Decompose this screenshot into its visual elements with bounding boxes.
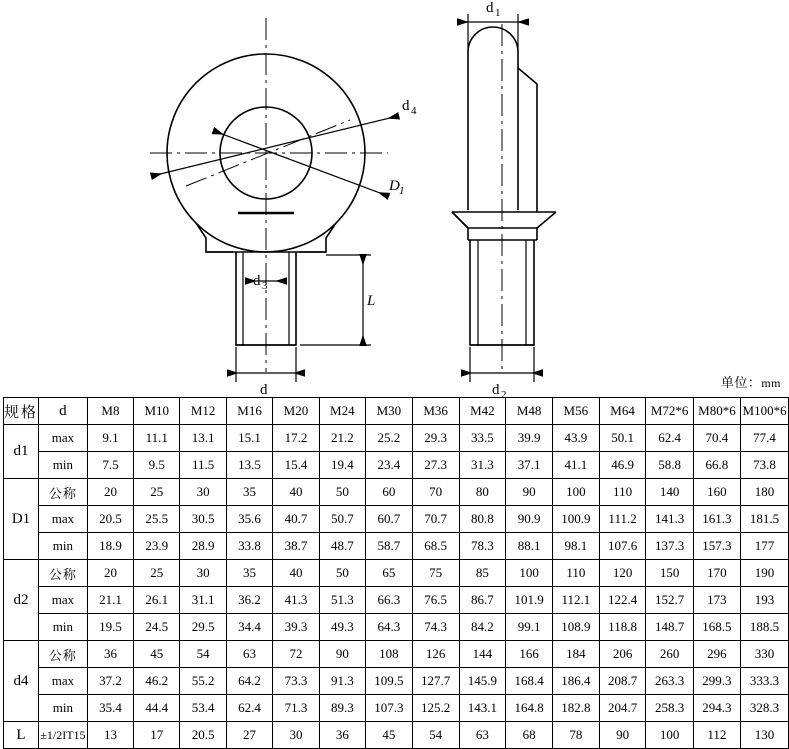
header-col-12: M72*6 xyxy=(646,398,693,425)
cell-d4-nom-8: 144 xyxy=(459,641,506,668)
cell-d4-max-1: 46.2 xyxy=(134,668,180,695)
cell-d4-min-9: 164.8 xyxy=(506,695,553,722)
svg-text:1: 1 xyxy=(399,185,405,197)
cell-d2-min-9: 99.1 xyxy=(506,614,553,641)
header-col-1: M10 xyxy=(134,398,180,425)
label-L: L xyxy=(367,293,376,309)
cell-d4-nom-4: 72 xyxy=(273,641,319,668)
cell-L-2: 20.5 xyxy=(180,722,226,749)
cell-d4-max-12: 263.3 xyxy=(646,668,693,695)
cell-D1-nom-2: 30 xyxy=(180,479,226,506)
cell-d4-min-2: 53.4 xyxy=(180,695,226,722)
cell-d1-min-8: 31.3 xyxy=(459,452,506,479)
cell-D1-max-9: 90.9 xyxy=(506,506,553,533)
cell-L-10: 78 xyxy=(552,722,599,749)
cell-d4-min-5: 89.3 xyxy=(319,695,365,722)
cell-d2-nom-13: 170 xyxy=(693,560,740,587)
group-label-d4: d4 xyxy=(4,641,39,722)
cell-D1-max-5: 50.7 xyxy=(319,506,365,533)
cell-d4-min-14: 328.3 xyxy=(741,695,789,722)
cell-d4-max-5: 91.3 xyxy=(319,668,365,695)
cell-d1-min-11: 46.9 xyxy=(599,452,646,479)
cell-d2-max-11: 122.4 xyxy=(599,587,646,614)
cell-d2-min-3: 34.4 xyxy=(226,614,272,641)
cell-d2-min-8: 84.2 xyxy=(459,614,506,641)
cell-d1-max-4: 17.2 xyxy=(273,425,319,452)
cell-D1-min-2: 28.9 xyxy=(180,533,226,560)
cell-d2-max-6: 66.3 xyxy=(366,587,413,614)
row-label-d1-min: min xyxy=(39,452,88,479)
table-row xyxy=(4,533,789,560)
cell-d1-max-2: 13.1 xyxy=(180,425,226,452)
row-label-d4-nominal: 公称 xyxy=(39,641,88,668)
cell-d4-max-13: 299.3 xyxy=(693,668,740,695)
group-label-d2: d2 xyxy=(4,560,39,641)
cell-D1-min-14: 177 xyxy=(741,533,789,560)
label-d2-bottom: d xyxy=(492,382,500,398)
cell-d1-max-12: 62.4 xyxy=(646,425,693,452)
cell-D1-nom-11: 110 xyxy=(599,479,646,506)
header-col-8: M42 xyxy=(459,398,506,425)
cell-d2-min-2: 29.5 xyxy=(180,614,226,641)
cell-D1-max-3: 35.6 xyxy=(226,506,272,533)
cell-d4-min-3: 62.4 xyxy=(226,695,272,722)
cell-d1-min-4: 15.4 xyxy=(273,452,319,479)
cell-D1-min-8: 78.3 xyxy=(459,533,506,560)
cell-d4-min-11: 204.7 xyxy=(599,695,646,722)
cell-d1-max-5: 21.2 xyxy=(319,425,365,452)
cell-D1-max-7: 70.7 xyxy=(412,506,459,533)
cell-d2-max-5: 51.3 xyxy=(319,587,365,614)
cell-D1-min-3: 33.8 xyxy=(226,533,272,560)
table-row xyxy=(4,668,789,695)
cell-D1-nom-10: 100 xyxy=(552,479,599,506)
table-row xyxy=(4,452,789,479)
cell-d4-max-2: 55.2 xyxy=(180,668,226,695)
cell-L-11: 90 xyxy=(599,722,646,749)
header-spec: 规格 xyxy=(4,398,39,425)
cell-D1-nom-1: 25 xyxy=(134,479,180,506)
cell-d1-min-13: 66.8 xyxy=(693,452,740,479)
group-label-D1: D1 xyxy=(4,479,39,560)
cell-d2-min-7: 74.3 xyxy=(412,614,459,641)
cell-d4-max-9: 168.4 xyxy=(506,668,553,695)
cell-d2-nom-1: 25 xyxy=(134,560,180,587)
cell-d1-max-11: 50.1 xyxy=(599,425,646,452)
specification-table xyxy=(3,397,789,749)
cell-d2-max-4: 41.3 xyxy=(273,587,319,614)
cell-d2-nom-12: 150 xyxy=(646,560,693,587)
cell-D1-nom-0: 20 xyxy=(87,479,133,506)
group-label-L: L xyxy=(4,722,39,749)
header-col-4: M20 xyxy=(273,398,319,425)
cell-d2-max-14: 193 xyxy=(741,587,789,614)
cell-D1-min-10: 98.1 xyxy=(552,533,599,560)
header-col-11: M64 xyxy=(599,398,646,425)
cell-d2-nom-5: 50 xyxy=(319,560,365,587)
cell-d2-min-13: 168.5 xyxy=(693,614,740,641)
cell-d2-min-1: 24.5 xyxy=(134,614,180,641)
cell-d4-max-6: 109.5 xyxy=(366,668,413,695)
header-col-9: M48 xyxy=(506,398,553,425)
cell-D1-nom-13: 160 xyxy=(693,479,740,506)
cell-d4-nom-3: 63 xyxy=(226,641,272,668)
cell-D1-max-12: 141.3 xyxy=(646,506,693,533)
cell-d2-min-11: 118.8 xyxy=(599,614,646,641)
header-col-5: M24 xyxy=(319,398,365,425)
cell-d2-max-8: 86.7 xyxy=(459,587,506,614)
cell-d2-max-7: 76.5 xyxy=(412,587,459,614)
cell-D1-nom-9: 90 xyxy=(506,479,553,506)
cell-d1-max-9: 39.9 xyxy=(506,425,553,452)
cell-d2-nom-8: 85 xyxy=(459,560,506,587)
cell-d2-nom-6: 65 xyxy=(366,560,413,587)
cell-d2-min-4: 39.3 xyxy=(273,614,319,641)
cell-d4-nom-7: 126 xyxy=(412,641,459,668)
header-d: d xyxy=(39,398,88,425)
cell-d4-min-1: 44.4 xyxy=(134,695,180,722)
cell-d4-max-10: 186.4 xyxy=(552,668,599,695)
cell-d4-nom-1: 45 xyxy=(134,641,180,668)
cell-d1-min-7: 27.3 xyxy=(412,452,459,479)
cell-D1-max-13: 161.3 xyxy=(693,506,740,533)
cell-D1-nom-3: 35 xyxy=(226,479,272,506)
cell-d4-max-3: 64.2 xyxy=(226,668,272,695)
cell-d1-min-1: 9.5 xyxy=(134,452,180,479)
cell-d1-min-6: 23.4 xyxy=(366,452,413,479)
cell-D1-max-8: 80.8 xyxy=(459,506,506,533)
cell-d4-min-12: 258.3 xyxy=(646,695,693,722)
cell-d2-min-10: 108.9 xyxy=(552,614,599,641)
unit-note-text: 单位： xyxy=(720,375,762,390)
cell-d1-max-7: 29.3 xyxy=(412,425,459,452)
cell-d1-max-13: 70.4 xyxy=(693,425,740,452)
cell-L-14: 130 xyxy=(741,722,789,749)
cell-d1-max-0: 9.1 xyxy=(87,425,133,452)
cell-d2-nom-14: 190 xyxy=(741,560,789,587)
cell-L-4: 30 xyxy=(273,722,319,749)
cell-D1-min-12: 137.3 xyxy=(646,533,693,560)
cell-d4-min-7: 125.2 xyxy=(412,695,459,722)
cell-D1-nom-14: 180 xyxy=(741,479,789,506)
row-label-d2-min: min xyxy=(39,614,88,641)
svg-text:2: 2 xyxy=(501,389,507,398)
header-col-2: M12 xyxy=(180,398,226,425)
cell-D1-min-6: 58.7 xyxy=(366,533,413,560)
cell-d1-min-12: 58.8 xyxy=(646,452,693,479)
cell-d4-nom-10: 184 xyxy=(552,641,599,668)
cell-d1-max-8: 33.5 xyxy=(459,425,506,452)
cell-d1-max-3: 15.1 xyxy=(226,425,272,452)
group-label-d1: d1 xyxy=(4,425,39,479)
cell-D1-nom-12: 140 xyxy=(646,479,693,506)
cell-d4-max-8: 145.9 xyxy=(459,668,506,695)
header-col-6: M30 xyxy=(366,398,413,425)
cell-L-8: 63 xyxy=(459,722,506,749)
label-d-bottom: d xyxy=(260,382,268,398)
cell-d2-max-2: 31.1 xyxy=(180,587,226,614)
table-row xyxy=(4,506,789,533)
cell-d2-nom-3: 35 xyxy=(226,560,272,587)
cell-L-3: 27 xyxy=(226,722,272,749)
cell-D1-max-11: 111.2 xyxy=(599,506,646,533)
cell-d1-max-14: 77.4 xyxy=(741,425,789,452)
svg-text:1: 1 xyxy=(495,7,501,19)
cell-d1-min-14: 73.8 xyxy=(741,452,789,479)
cell-d2-max-9: 101.9 xyxy=(506,587,553,614)
cell-L-7: 54 xyxy=(412,722,459,749)
cell-d2-nom-2: 30 xyxy=(180,560,226,587)
table-row xyxy=(4,560,789,587)
header-col-7: M36 xyxy=(412,398,459,425)
cell-d4-nom-9: 166 xyxy=(506,641,553,668)
cell-D1-max-1: 25.5 xyxy=(134,506,180,533)
cell-D1-max-6: 60.7 xyxy=(366,506,413,533)
cell-d2-min-5: 49.3 xyxy=(319,614,365,641)
cell-L-0: 13 xyxy=(87,722,133,749)
cell-D1-nom-6: 60 xyxy=(366,479,413,506)
cell-d4-nom-14: 330 xyxy=(741,641,789,668)
table-row xyxy=(4,722,789,749)
table-row xyxy=(4,641,789,668)
cell-L-5: 36 xyxy=(319,722,365,749)
label-d1-top: d xyxy=(486,0,494,16)
cell-d1-max-1: 11.1 xyxy=(134,425,180,452)
table-row xyxy=(4,425,789,452)
cell-d4-nom-11: 206 xyxy=(599,641,646,668)
table-row xyxy=(4,587,789,614)
cell-L-1: 17 xyxy=(134,722,180,749)
cell-d2-max-0: 21.1 xyxy=(87,587,133,614)
cell-d4-min-6: 107.3 xyxy=(366,695,413,722)
cell-d1-min-0: 7.5 xyxy=(87,452,133,479)
label-d3: d xyxy=(253,273,261,289)
cell-L-13: 112 xyxy=(693,722,740,749)
cell-L-12: 100 xyxy=(646,722,693,749)
cell-d4-max-0: 37.2 xyxy=(87,668,133,695)
table-body xyxy=(4,398,789,749)
cell-D1-max-14: 181.5 xyxy=(741,506,789,533)
cell-d1-min-5: 19.4 xyxy=(319,452,365,479)
cell-D1-min-7: 68.5 xyxy=(412,533,459,560)
header-col-3: M16 xyxy=(226,398,272,425)
row-label-d2-nominal: 公称 xyxy=(39,560,88,587)
cell-d2-min-12: 148.7 xyxy=(646,614,693,641)
cell-d4-nom-5: 90 xyxy=(319,641,365,668)
header-col-14: M100*6 xyxy=(741,398,789,425)
header-col-0: M8 xyxy=(87,398,133,425)
cell-d4-nom-13: 296 xyxy=(693,641,740,668)
table-row xyxy=(4,695,789,722)
table-header-row xyxy=(4,398,789,425)
table-row xyxy=(4,479,789,506)
cell-L-6: 45 xyxy=(366,722,413,749)
row-label-D1-max: max xyxy=(39,506,88,533)
cell-d2-nom-7: 75 xyxy=(412,560,459,587)
row-label-d2-max: max xyxy=(39,587,88,614)
cell-d2-min-0: 19.5 xyxy=(87,614,133,641)
row-label-D1-min: min xyxy=(39,533,88,560)
cell-d4-min-0: 35.4 xyxy=(87,695,133,722)
cell-d2-nom-10: 110 xyxy=(552,560,599,587)
cell-D1-min-13: 157.3 xyxy=(693,533,740,560)
cell-D1-max-0: 20.5 xyxy=(87,506,133,533)
table-row xyxy=(4,614,789,641)
svg-text:4: 4 xyxy=(411,105,417,117)
row-label-D1-nominal: 公称 xyxy=(39,479,88,506)
cell-D1-max-2: 30.5 xyxy=(180,506,226,533)
cell-D1-max-4: 40.7 xyxy=(273,506,319,533)
cell-D1-min-0: 18.9 xyxy=(87,533,133,560)
cell-d2-max-3: 36.2 xyxy=(226,587,272,614)
cell-D1-nom-7: 70 xyxy=(412,479,459,506)
cell-d2-nom-4: 40 xyxy=(273,560,319,587)
cell-d2-max-10: 112.1 xyxy=(552,587,599,614)
cell-D1-max-10: 100.9 xyxy=(552,506,599,533)
cell-d4-max-4: 73.3 xyxy=(273,668,319,695)
cell-d2-max-1: 26.1 xyxy=(134,587,180,614)
label-d4: d xyxy=(402,98,410,114)
cell-d4-min-4: 71.3 xyxy=(273,695,319,722)
cell-d4-max-11: 208.7 xyxy=(599,668,646,695)
cell-d4-nom-12: 260 xyxy=(646,641,693,668)
cell-d1-min-9: 37.1 xyxy=(506,452,553,479)
cell-d1-min-2: 11.5 xyxy=(180,452,226,479)
cell-d1-min-3: 13.5 xyxy=(226,452,272,479)
cell-D1-nom-4: 40 xyxy=(273,479,319,506)
cell-d4-max-7: 127.7 xyxy=(412,668,459,695)
cell-d2-max-12: 152.7 xyxy=(646,587,693,614)
cell-d4-max-14: 333.3 xyxy=(741,668,789,695)
cell-d2-nom-0: 20 xyxy=(87,560,133,587)
cell-d2-min-14: 188.5 xyxy=(741,614,789,641)
cell-d2-nom-11: 120 xyxy=(599,560,646,587)
cell-d1-min-10: 41.1 xyxy=(552,452,599,479)
cell-D1-min-4: 38.7 xyxy=(273,533,319,560)
cell-D1-min-1: 23.9 xyxy=(134,533,180,560)
header-col-10: M56 xyxy=(552,398,599,425)
cell-d2-nom-9: 100 xyxy=(506,560,553,587)
cell-D1-min-9: 88.1 xyxy=(506,533,553,560)
cell-d2-max-13: 173 xyxy=(693,587,740,614)
cell-d4-min-13: 294.3 xyxy=(693,695,740,722)
cell-d4-nom-6: 108 xyxy=(366,641,413,668)
cell-d4-min-10: 182.8 xyxy=(552,695,599,722)
row-label-d4-min: min xyxy=(39,695,88,722)
header-col-13: M80*6 xyxy=(693,398,740,425)
cell-D1-min-11: 107.6 xyxy=(599,533,646,560)
row-label-d4-max: max xyxy=(39,668,88,695)
cell-d1-max-6: 25.2 xyxy=(366,425,413,452)
cell-D1-min-5: 48.7 xyxy=(319,533,365,560)
cell-d2-min-6: 64.3 xyxy=(366,614,413,641)
row-label-d1-max: max xyxy=(39,425,88,452)
row-label-L-tolerance: ±1/2IT15 xyxy=(39,722,88,749)
cell-d4-nom-2: 54 xyxy=(180,641,226,668)
cell-d4-min-8: 143.1 xyxy=(459,695,506,722)
unit-note-mm: mm xyxy=(761,376,781,390)
unit-note xyxy=(721,372,781,391)
svg-text:3: 3 xyxy=(262,280,268,292)
cell-d4-nom-0: 36 xyxy=(87,641,133,668)
cell-d1-max-10: 43.9 xyxy=(552,425,599,452)
label-D1: D xyxy=(389,178,400,194)
cell-D1-nom-5: 50 xyxy=(319,479,365,506)
cell-D1-nom-8: 80 xyxy=(459,479,506,506)
cell-L-9: 68 xyxy=(506,722,553,749)
